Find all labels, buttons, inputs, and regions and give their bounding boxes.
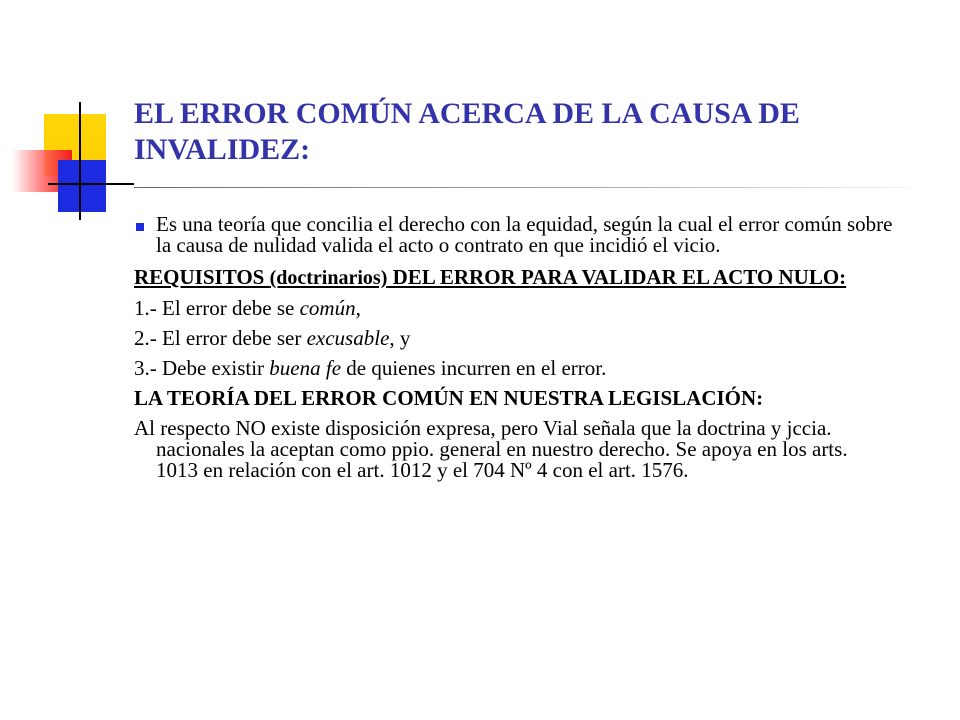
requisito-1-prefix: 1.- El error debe se xyxy=(134,296,300,320)
slide-content xyxy=(134,214,894,481)
slide-title: EL ERROR COMÚN ACERCA DE LA CAUSA DE INVALIDEZ: xyxy=(134,97,800,166)
requisito-3 xyxy=(134,358,894,379)
title-divider xyxy=(134,187,910,188)
blue-block xyxy=(58,160,106,212)
final-paragraph: Al respecto NO existe disposición expresa, pero Vial señala que la doctrina y jccia. nacionales la aceptan como ppio. general en nuestro derecho. Se apoya en los arts. 1013 en relación con el art. 1012 y el 704 Nº 4 con el art. 1576. xyxy=(134,416,848,482)
square-bullet-icon xyxy=(136,223,144,231)
logo-horizontal-line xyxy=(48,183,134,185)
requisito-2-emphasis: excusable xyxy=(306,326,390,350)
requisitos-heading xyxy=(134,267,894,289)
requisitos-heading-part1: REQUISITOS xyxy=(134,265,270,289)
requisito-3-emphasis: buena fe xyxy=(269,356,342,380)
requisito-3-prefix: 3.- Debe existir xyxy=(134,356,270,380)
requisito-2-prefix: 2.- El error debe ser xyxy=(134,326,307,350)
requisito-3-suffix: de quienes incurren en el error. xyxy=(341,356,607,380)
requisito-1-emphasis: común xyxy=(299,296,356,320)
requisito-2-suffix: , y xyxy=(389,326,411,350)
requisito-1-suffix: , xyxy=(355,296,361,320)
bullet-item xyxy=(134,214,894,256)
logo-vertical-line xyxy=(79,102,81,220)
legislacion-heading: LA TEORÍA DEL ERROR COMÚN EN NUESTRA LEGISLACIÓN: xyxy=(134,386,764,410)
requisitos-heading-part2: (doctrinarios) xyxy=(269,267,388,289)
bullet-text: Es una teoría que concilia el derecho con la equidad, según la cual el error común sobre la causa de nulidad valida el acto o contrato en que incidió el vicio. xyxy=(156,212,893,257)
requisito-1 xyxy=(134,298,894,319)
requisitos-heading-part3: DEL ERROR PARA VALIDAR EL ACTO NULO: xyxy=(387,265,847,289)
requisito-2 xyxy=(134,328,894,349)
